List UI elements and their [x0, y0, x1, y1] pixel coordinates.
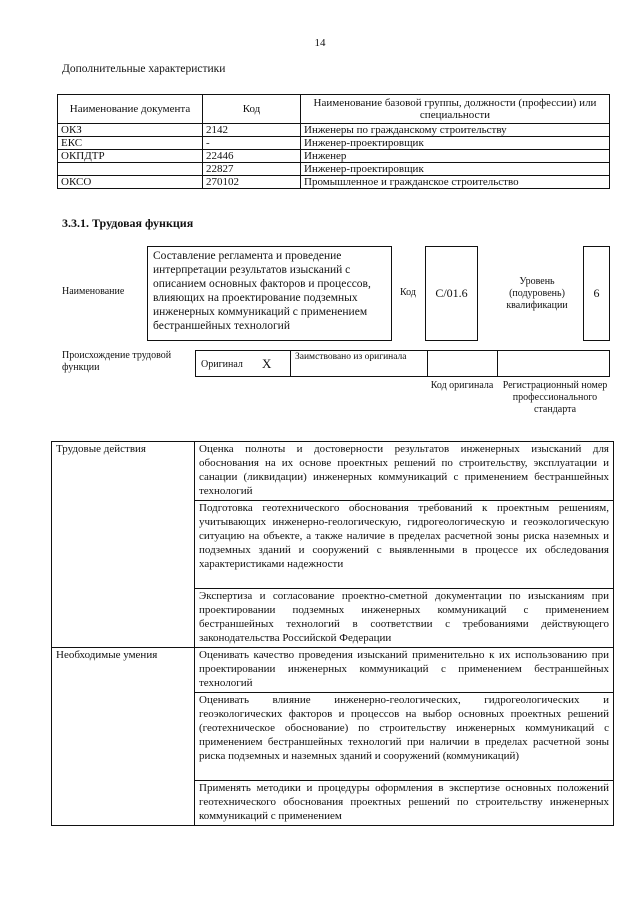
- table-row: ОКПДТР 22446 Инженер: [58, 150, 610, 163]
- skill-item: Оценивать влияние инженерно-геологических, гидрогеологических и геоэкологических факторов и процессов на выбор основных проектных решений (геотехническое обоснование) по строительству инженерных коммуникаций с применением бестраншейных технологий при наличии в пределах расчетной зоны риска подземных и наземных зданий и сооружений (коммуникаций): [195, 693, 614, 781]
- origin-label: Происхождение трудовой функции: [62, 350, 172, 373]
- table-row: ЕКС - Инженер-проектировщик: [58, 137, 610, 150]
- table-row: [52, 442, 614, 501]
- header-group-name: Наименование базовой группы, должности (профессии) или специальности: [301, 95, 610, 124]
- skill-item: Применять методики и процедуры оформления в экспертизе основных положений геотехнического обоснования проектных решений по строительству инженерных коммуникаций с применением: [195, 781, 614, 826]
- labor-function-heading: 3.3.1. Трудовая функция: [62, 216, 194, 230]
- skill-item: Оценивать качество проведения изысканий применительно к их использованию при проектировании инженерных коммуникаций с применением бестраншейных технологий: [195, 648, 614, 693]
- origin-reg-cell: [497, 350, 610, 377]
- table-row: [52, 648, 614, 693]
- origin-code-cell: [427, 350, 498, 377]
- table-row: ОКСО 270102 Промышленное и гражданское строительство: [58, 176, 610, 189]
- qualification-level-value: 6: [583, 246, 610, 341]
- header-code: Код: [203, 95, 301, 124]
- borrowed-label: Заимствовано из оригинала: [295, 352, 407, 362]
- additional-characteristics-table: [57, 94, 610, 189]
- origin-reg-caption: Регистрационный номер профессионального стандарта: [502, 380, 608, 415]
- action-item: Экспертиза и согласование проектно-сметной документации по изысканиям при проектировании подземных инженерных коммуникаций с применением бестраншейных технологий в соответствии с требованиями действующего законодательства Российской Федерации: [195, 589, 614, 648]
- origin-code-caption: Код оригинала: [430, 380, 494, 391]
- table-row: 22827 Инженер-проектировщик: [58, 163, 610, 176]
- code-label: Код: [400, 287, 416, 298]
- skills-label: Необходимые умения: [52, 648, 195, 826]
- action-item: Подготовка геотехнического обоснования требований к проектным решениям, учитывающих инженерно-геологическую, гидрогеологическую и геоэкологическую ситуацию на объекте, а также наличие в пределах расчетной зоны риска наземных и подземных зданий и сооружений с выявленными в процессе их обследования характеристиками надежности: [195, 501, 614, 589]
- function-code-value: C/01.6: [425, 246, 478, 341]
- header-doc-name: Наименование документа: [58, 95, 203, 124]
- action-item: Оценка полноты и достоверности результатов инженерных изысканий для обоснования на их основе проектных решений по строительству, эксплуатации и санации (ликвидации) инженерных коммуникаций с применением бестраншейных технологий: [195, 442, 614, 501]
- actions-label: Трудовые действия: [52, 442, 195, 648]
- labor-actions-table: [51, 441, 614, 826]
- additional-characteristics-title: Дополнительные характеристики: [62, 63, 226, 75]
- original-label: Оригинал: [201, 359, 243, 370]
- function-name-value: Составление регламента и проведение интерпретации результатов изысканий с описанием основных факторов и процессов, влияющих на проектирование подземных инженерных коммуникаций с применением бестраншейных технологий: [147, 246, 392, 341]
- page-number: 14: [314, 37, 326, 49]
- name-label: Наименование: [62, 286, 125, 297]
- original-mark: X: [262, 356, 272, 371]
- table-row: ОКЗ 2142 Инженеры по гражданскому строительству: [58, 124, 610, 137]
- qualification-level-label: Уровень (подуровень) квалификации: [506, 276, 568, 311]
